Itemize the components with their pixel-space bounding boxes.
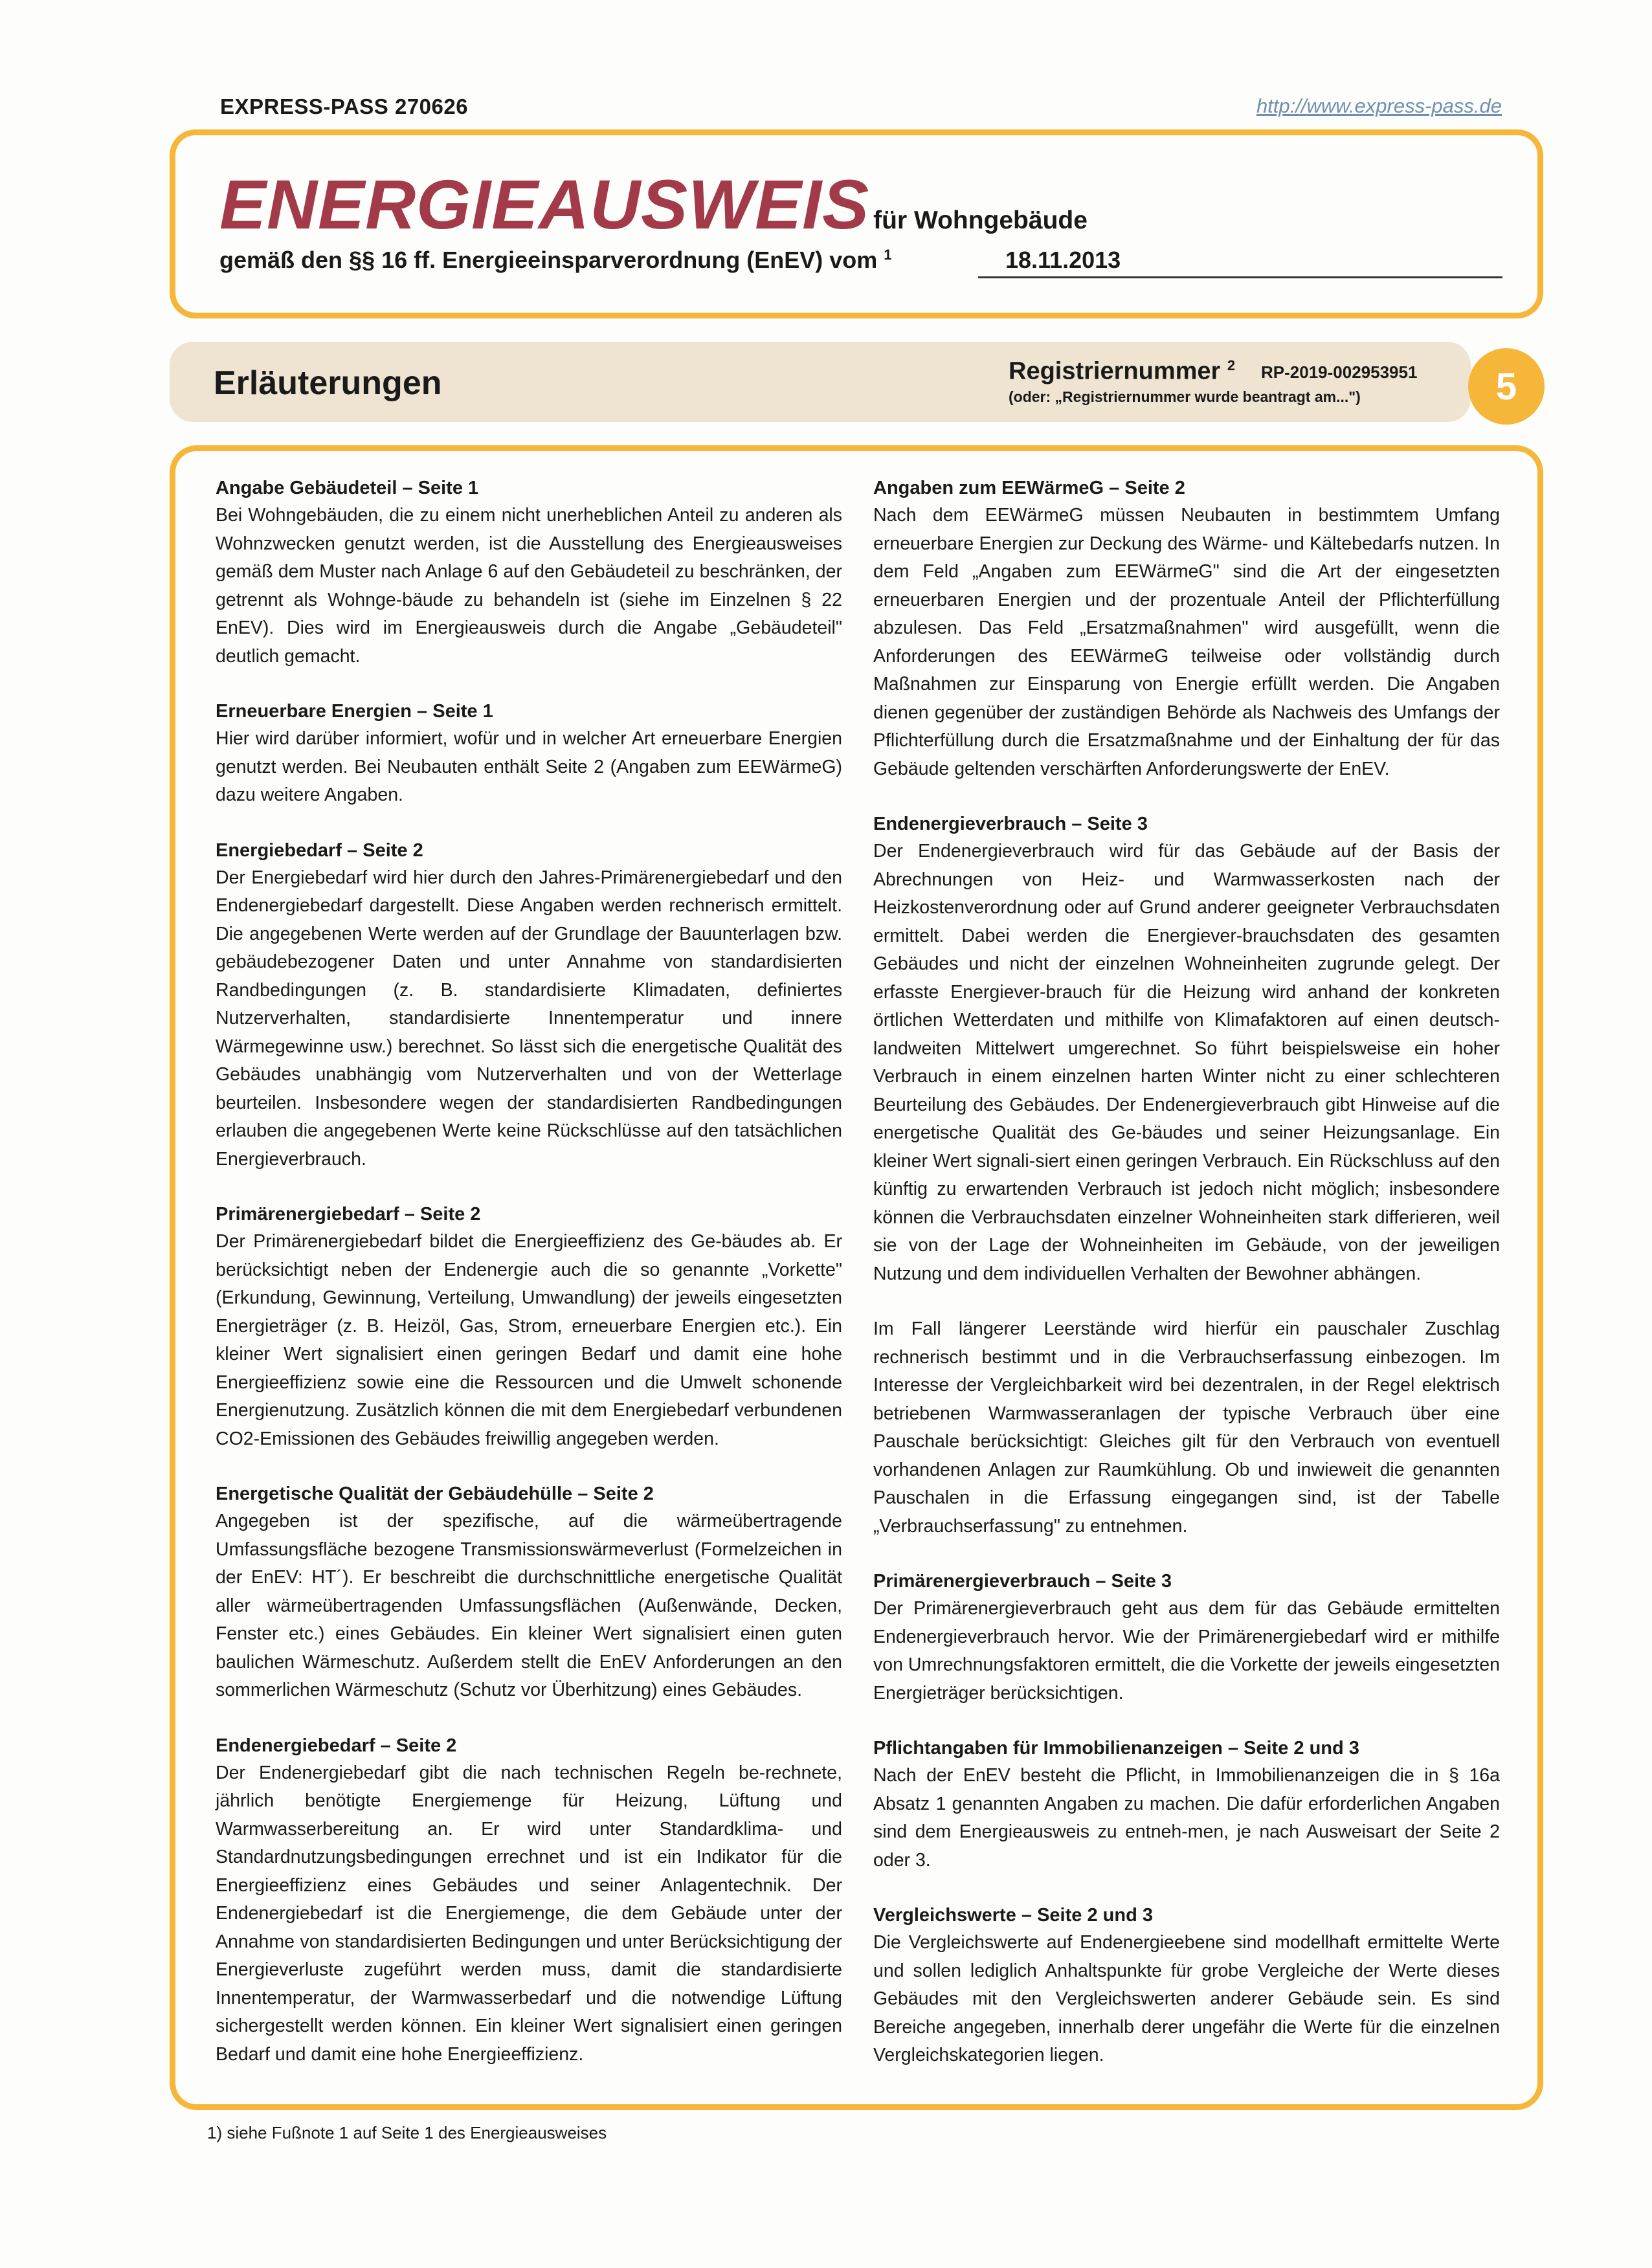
registration-note: (oder: „Registriernummer wurde beantragt am..."): [1009, 388, 1361, 405]
section-heading: Energiebedarf – Seite 2: [216, 839, 423, 861]
document-id: EXPRESS-PASS 270626: [220, 94, 469, 118]
section-heading: Pflichtangaben für Immobilienanzeigen – Seite 2 und 3: [873, 1738, 1359, 1759]
section-heading: Erneuerbare Energien – Seite 1: [216, 701, 493, 722]
section-text: Der Endenergieverbrauch wird für das Gebäude auf der Basis der Abrechnungen von Heiz- und Warmwasserkosten nach der Heizkostenverordnung oder auf Grund anderer geeigneter Verbrauchsdaten ermittelt. Dabei werden die Energiever-brauchsdaten des gesamten Gebäudes und nicht der einzelnen Wohneinheiten zugrunde gelegt. Der erfasste Energiever-brauch für die Heizung wird anhand der konkreten örtlichen Wetterdaten und mithilfe von Klimafaktoren auf einen deutsch-landweiten Mittelwert umgerechnet. So führt beispielsweise ein hoher Verbrauch in einem einzelnen harten Winter nicht zu einer schlechteren Beurteilung des Gebäudes. Der Endenergieverbrauch gibt Hinweise auf die energetische Qualität des Ge-bäudes und seiner Heizungsanlage. Ein kleiner Wert signali-siert einen geringen Verbrauch. Ein Rückschluss auf den künftig zu erwartenden Verbrauch ist jedoch nicht möglich; insbesondere können die Verbrauchsdaten einzelner Wohneinheiten stark differieren, weil sie von der Lage der Wohneinheiten im Gebäude, von der jeweiligen Nutzung und dem individuellen Verhalten der Bewohner abhängen.: [873, 841, 1500, 1284]
section-text: Im Fall längerer Leerstände wird hierfür ein pauschaler Zuschlag rechnerisch bestimmt und in die Verbrauchserfassung einbezogen. Im Interesse der Vergleichbarkeit wird bei dezentralen, in der Regel elektrisch betriebenen Warmwasseranlagen der typische Verbrauch über eine Pauschale berücksichtigt: Gleiches gilt für den Verbrauch von eventuell vorhandenen Anlagen zur Raumkühlung. Ob und inwieweit die genannten Pauschalen in die Erfassung eingegangen sind, ist der Tabelle „Verbrauchserfassung" zu entnehmen.: [873, 1318, 1500, 1537]
section: [873, 1315, 1500, 1540]
section-text: Nach der EnEV besteht die Pflicht, in Immobilienanzeigen die in § 16a Absatz 1 genannten Angaben zu machen. Die dafür erforderlichen Angaben sind dem Energieausweis zu entneh-men, je nach Ausweisart der Seite 2 oder 3.: [873, 1765, 1500, 1871]
document-subtitle: für Wohngebäude: [873, 206, 1088, 234]
section: [873, 810, 1500, 1288]
section-heading: Energetische Qualität der Gebäudehülle – Seite 2: [216, 1484, 654, 1504]
left-column: [216, 474, 842, 2096]
law-reference: [219, 247, 892, 274]
right-column: [873, 474, 1500, 2097]
date-value: 18.11.2013: [1005, 247, 1121, 273]
section: [216, 1732, 842, 2069]
law-text: gemäß den §§ 16 ff. Energieeinsparverordnung (EnEV) vom: [219, 247, 878, 273]
header-box: [170, 129, 1543, 318]
title-row: [219, 164, 1088, 245]
section-heading: Primärenergieverbrauch – Seite 3: [873, 1571, 1172, 1592]
date-field: [978, 247, 1502, 278]
section: [216, 837, 842, 1174]
footnote: 1) siehe Fußnote 1 auf Seite 1 des Energieausweises: [207, 2123, 607, 2142]
document-title: ENERGIEAUSWEIS: [219, 165, 870, 243]
section-text: Der Endenergiebedarf gibt die nach technischen Regeln be-rechnete, jährlich benötigte Energiemenge für Heizung, Lüftung und Warmwasserbereitung an. Er wird unter Standardklima- und Standardnutzungsbedingungen errechnet und ist ein Indikator für die Energieeffizienz eines Gebäudes und seiner Anlagentechnik. Der Endenergiebedarf ist die Energiemenge, die dem Gebäude unter der Annahme von standardisierten Bedingungen und unter Berücksichtigung der Energieverluste zugeführt werden muss, damit die standardisierte Innentemperatur, der Warmwasserbedarf und die notwendige Lüftung sichergestellt werden können. Ein kleiner Wert signalisiert einen geringen Bedarf und damit eine hohe Energieeffizienz.: [216, 1762, 842, 2065]
section: [216, 1480, 842, 1705]
registration-label-text: Registriernummer: [1009, 357, 1221, 385]
website-link[interactable]: http://www.express-pass.de: [1256, 94, 1502, 117]
section-text: Der Primärenergieverbrauch geht aus dem für das Gebäude ermittelten Endenergieverbrauch hervor. Wie der Primärenergiebedarf wird er mithilfe von Umrechnungsfaktoren ermittelt, die die Vorkette der jeweils eingesetzten Energieträger berücksichtigen.: [873, 1598, 1500, 1704]
section: [873, 1735, 1500, 1874]
section-text: Die Vergleichswerte auf Endenergieebene sind modellhaft ermittelte Werte und sollen lediglich Anhaltspunkte für grobe Vergleiche der Werte dieses Gebäudes mit den Vergleichswerten anderer Gebäude sein. Es sind Bereiche angegeben, innerhalb derer ungefähr die Werte für die einzelnen Vergleichskategorien liegen.: [873, 1932, 1500, 2065]
section-heading: Endenergieverbrauch – Seite 3: [873, 814, 1148, 834]
section-text: Bei Wohngebäuden, die zu einem nicht unerheblichen Anteil zu anderen als Wohnzwecken genutzt werden, ist die Ausstellung des Energieausweises gemäß dem Muster nach Anlage 6 auf den Gebäudeteil zu beschränken, der getrennt als Wohnge-bäude zu behandeln ist (siehe im Einzelnen § 22 EnEV). Dies wird im Energieausweis durch die Angabe „Gebäudeteil" deutlich gemacht.: [216, 505, 842, 667]
section-heading: Angabe Gebäudeteil – Seite 1: [216, 478, 479, 498]
section-text: Der Energiebedarf wird hier durch den Jahres-Primärenergiebedarf und den Endenergiebedarf dargestellt. Diese Angaben werden rechnerisch ermittelt. Die angegebenen Werte werden auf der Grundlage der Bauunterlagen bzw. gebäudebezogener Daten und unter Annahme von standardisierten Randbedingungen (z. B. standardisierte Klimadaten, definiertes Nutzerverhalten, standardisierte Innentemperatur und innere Wärmegewinne usw.) berechnet. So lässt sich die energetische Qualität des Gebäudes unabhängig vom Nutzerverhalten und von der Wetterlage beurteilen. Insbesondere wegen der standardisierten Randbedingungen erlauben die angegebenen Werte keine Rückschlüsse auf den tatsächlichen Energieverbrauch.: [216, 867, 842, 1170]
page-number-badge: 5: [1468, 348, 1545, 425]
section: [873, 1568, 1500, 1707]
section-band: [170, 342, 1471, 422]
section-heading: Primärenergiebedarf – Seite 2: [216, 1204, 481, 1225]
section-text: Angegeben ist der spezifische, auf die wärmeübertragende Umfassungsfläche bezogene Transmissionswärmeverlust (Formelzeichen in der EnEV: HT´). Er beschreibt die durchschnittliche energetische Qualität aller wärmeübertragenden Umfassungsflächen (Außenwände, Decken, Fenster etc.) eines Gebäudes. Ein kleiner Wert signalisiert einen guten baulichen Wärmeschutz. Außerdem stellt die EnEV Anforderungen an den sommerlichen Wärmeschutz (Schutz vor Überhitzung) eines Gebäudes.: [216, 1511, 842, 1700]
section-heading: Vergleichswerte – Seite 2 und 3: [873, 1905, 1153, 1926]
section-title: Erläuterungen: [214, 364, 442, 402]
section-heading: Endenergiebedarf – Seite 2: [216, 1735, 457, 1756]
registration-footnote-mark: 2: [1227, 357, 1236, 373]
section-text: Nach dem EEWärmeG müssen Neubauten in bestimmtem Umfang erneuerbare Energien zur Deckung des Wärme- und Kältebedarfs nutzen. In dem Feld „Angaben zum EEWärmeG" sind die Art der eingesetzten erneuerbaren Energien und der prozentuale Anteil der Pflichterfüllung abzulesen. Das Feld „Ersatzmaßnahmen" wird ausgefüllt, wenn die Anforderungen des EEWärmeG teilweise oder vollständig durch Maßnahmen zur Einsparung von Energie erfüllt werden. Die Angaben dienen gegenüber der zuständigen Behörde als Nachweis des Umfangs der Pflichterfüllung durch die Ersatzmaßnahme und der Einhaltung der für das Gebäude geltenden verschärften Anforderungswerte der EnEV.: [873, 505, 1500, 779]
law-footnote-mark: 1: [884, 247, 892, 263]
section: [216, 474, 842, 671]
section: [873, 1902, 1500, 2070]
section: [873, 474, 1500, 783]
section-text: Hier wird darüber informiert, wofür und in welcher Art erneuerbare Energien genutzt werden. Bei Neubauten enthält Seite 2 (Angaben zum EEWärmeG) dazu weitere Angaben.: [216, 728, 842, 805]
section: [216, 698, 842, 810]
section-heading: Angaben zum EEWärmeG – Seite 2: [873, 478, 1185, 498]
registration-number: RP-2019-002953951: [1261, 362, 1418, 382]
section-text: Der Primärenergiebedarf bildet die Energieeffizienz des Ge-bäudes ab. Er berücksichtigt neben der Endenergie auch die so genannte „Vorkette" (Erkundung, Gewinnung, Verteilung, Umwandlung) der jeweils eingesetzten Energieträger (z. B. Heizöl, Gas, Strom, erneuerbare Energien etc.). Ein kleiner Wert signalisiert einen geringen Bedarf und damit eine hohe Energieeffizienz sowie eine die Ressourcen und die Umwelt schonende Energienutzung. Zusätzlich können die mit dem Energiebedarf verbundenen CO2-Emissionen des Gebäudes freiwillig angegeben werden.: [216, 1231, 842, 1449]
section: [216, 1201, 842, 1453]
content-box: [170, 445, 1543, 2110]
registration-label: [1009, 357, 1235, 386]
